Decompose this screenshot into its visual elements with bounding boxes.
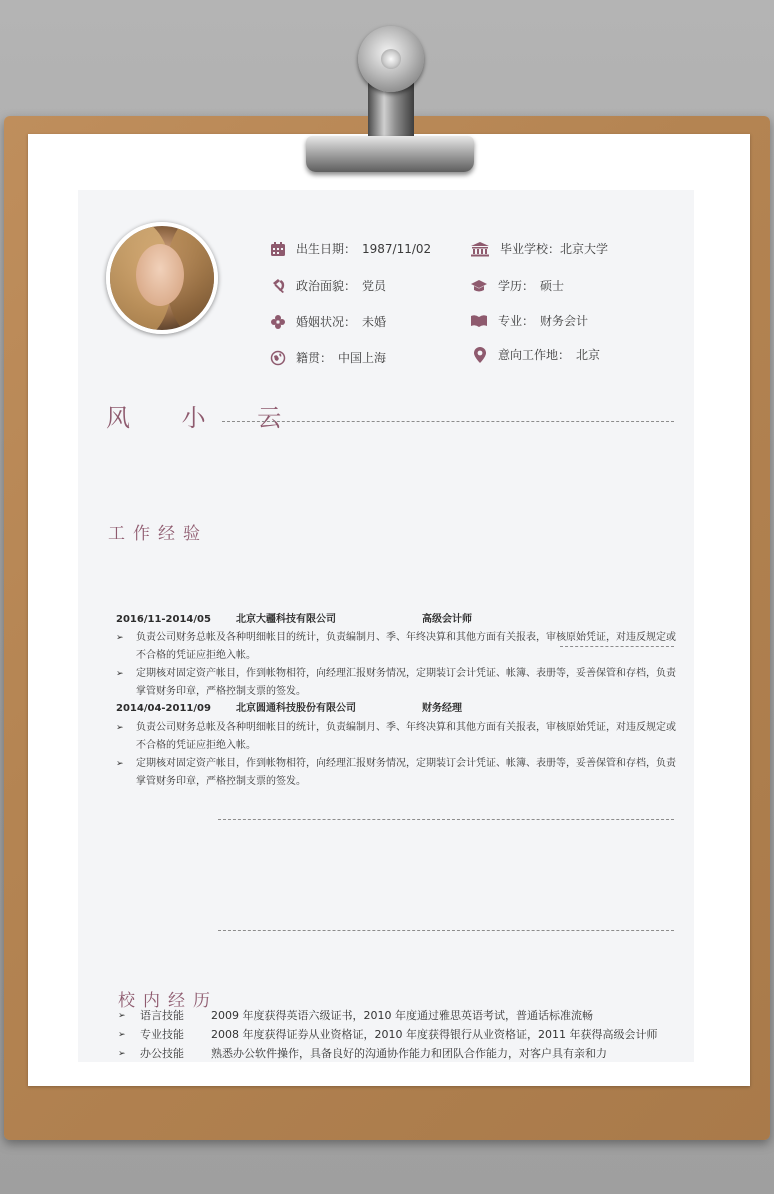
degree-label: 学历： bbox=[498, 279, 535, 293]
school-label: 毕业学校： bbox=[500, 242, 561, 256]
skill-text: 2008 年度获得证券从业资格证，2010 年度获得银行从业资格证，2011 年获得高级会计师 bbox=[211, 1028, 658, 1041]
job-period: 2014/04-2011/09 bbox=[116, 703, 211, 714]
skill-text: 熟悉办公软件操作，具备良好的沟通协作能力和团队合作能力，对客户具有亲和力 bbox=[211, 1047, 607, 1060]
job-duty-text: 负责公司财务总帐及各种明细帐目的统计，负责编制月、季、年终决算和其他方面有关报表，审核原始凭证，对违反规定或不合格的凭证应拒绝入帐。 bbox=[136, 632, 676, 661]
job-divider bbox=[560, 646, 674, 647]
skill-label: 语言技能 bbox=[140, 1009, 184, 1022]
skill-label: 办公技能 bbox=[140, 1047, 184, 1060]
bullet-arrow-icon: ➢ bbox=[116, 633, 124, 643]
degree-value: 硕士 bbox=[540, 279, 565, 293]
politics-label: 政治面貌： bbox=[296, 279, 357, 293]
work-section-title: 工作经验 bbox=[108, 524, 208, 544]
clip-hole bbox=[381, 49, 401, 69]
school-value: 北京大学 bbox=[560, 242, 609, 256]
job-duty bbox=[116, 755, 676, 791]
job-duty-text: 负责公司财务总帐及各种明细帐目的统计，负责编制月、季、年终决算和其他方面有关报表，审核原始凭证，对违反规定或不合格的凭证应拒绝入帐。 bbox=[136, 722, 676, 751]
campus-section-title: 校内经历 bbox=[118, 991, 218, 1011]
job-period: 2016/11-2014/05 bbox=[116, 614, 211, 625]
marriage-value: 未婚 bbox=[362, 315, 387, 329]
location-label: 意向工作地： bbox=[498, 348, 571, 362]
job-position: 财务经理 bbox=[422, 703, 462, 714]
bullet-arrow-icon: ➢ bbox=[116, 759, 124, 769]
calendar-icon bbox=[270, 241, 286, 257]
info-school bbox=[470, 240, 608, 257]
info-birth bbox=[270, 240, 431, 257]
person-name: 风 小 云 bbox=[106, 404, 304, 432]
job-duty bbox=[116, 629, 676, 665]
major-label: 专业： bbox=[498, 314, 535, 328]
globe-icon bbox=[270, 350, 286, 366]
hometown-label: 籍贯： bbox=[296, 351, 333, 365]
section-divider bbox=[218, 819, 674, 820]
location-value: 北京 bbox=[576, 348, 601, 362]
bullet-arrow-icon: ➢ bbox=[116, 723, 124, 733]
hammer-sickle-icon bbox=[270, 278, 286, 294]
bullet-arrow-icon: ➢ bbox=[118, 1049, 126, 1059]
job-duty-text: 定期核对固定资产帐目，作到帐物相符，向经理汇报财务情况，定期装订会计凭证、帐簿、表册等，妥善保管和存档，负责掌管财务印章，严格控制支票的签发。 bbox=[136, 758, 676, 787]
major-value: 财务会计 bbox=[540, 314, 589, 328]
graduation-cap-icon bbox=[470, 278, 488, 294]
skill-label: 专业技能 bbox=[140, 1028, 184, 1041]
birth-label: 出生日期： bbox=[296, 242, 357, 256]
book-icon bbox=[470, 313, 488, 329]
politics-value: 党员 bbox=[362, 279, 387, 293]
info-major bbox=[470, 312, 588, 329]
bullet-arrow-icon: ➢ bbox=[118, 1030, 126, 1040]
marriage-label: 婚姻状况： bbox=[296, 315, 357, 329]
job-position: 高级会计师 bbox=[422, 614, 472, 625]
birth-value: 1987/11/02 bbox=[362, 241, 432, 256]
skill-row bbox=[118, 1007, 678, 1025]
info-location bbox=[472, 346, 600, 363]
building-icon bbox=[470, 241, 490, 257]
job-company: 北京大疆科技有限公司 bbox=[236, 614, 336, 625]
skill-row bbox=[118, 1045, 678, 1063]
avatar-face bbox=[136, 244, 184, 306]
section-divider bbox=[218, 930, 674, 931]
job-company: 北京圆通科技股份有限公司 bbox=[236, 703, 356, 714]
skill-text: 2009 年度获得英语六级证书，2010 年度通过雅思英语考试，普通话标准流畅 bbox=[211, 1009, 593, 1022]
skill-row bbox=[118, 1026, 678, 1044]
job-duty-text: 定期核对固定资产帐目，作到帐物相符，向经理汇报财务情况，定期装订会计凭证、帐簿、表册等，妥善保管和存档，负责掌管财务印章，严格控制支票的签发。 bbox=[136, 668, 676, 697]
avatar bbox=[106, 222, 218, 334]
info-hometown bbox=[270, 349, 386, 366]
name-divider bbox=[222, 421, 674, 422]
job-duty bbox=[116, 719, 676, 755]
clip-base bbox=[306, 136, 474, 172]
bullet-arrow-icon: ➢ bbox=[116, 669, 124, 679]
info-marriage bbox=[270, 313, 386, 330]
job-duty bbox=[116, 665, 676, 701]
map-pin-icon bbox=[472, 347, 488, 363]
info-politics bbox=[270, 277, 386, 294]
info-degree bbox=[470, 277, 564, 294]
flower-icon bbox=[270, 314, 286, 330]
bullet-arrow-icon: ➢ bbox=[118, 1011, 126, 1021]
hometown-value: 中国上海 bbox=[338, 351, 387, 365]
